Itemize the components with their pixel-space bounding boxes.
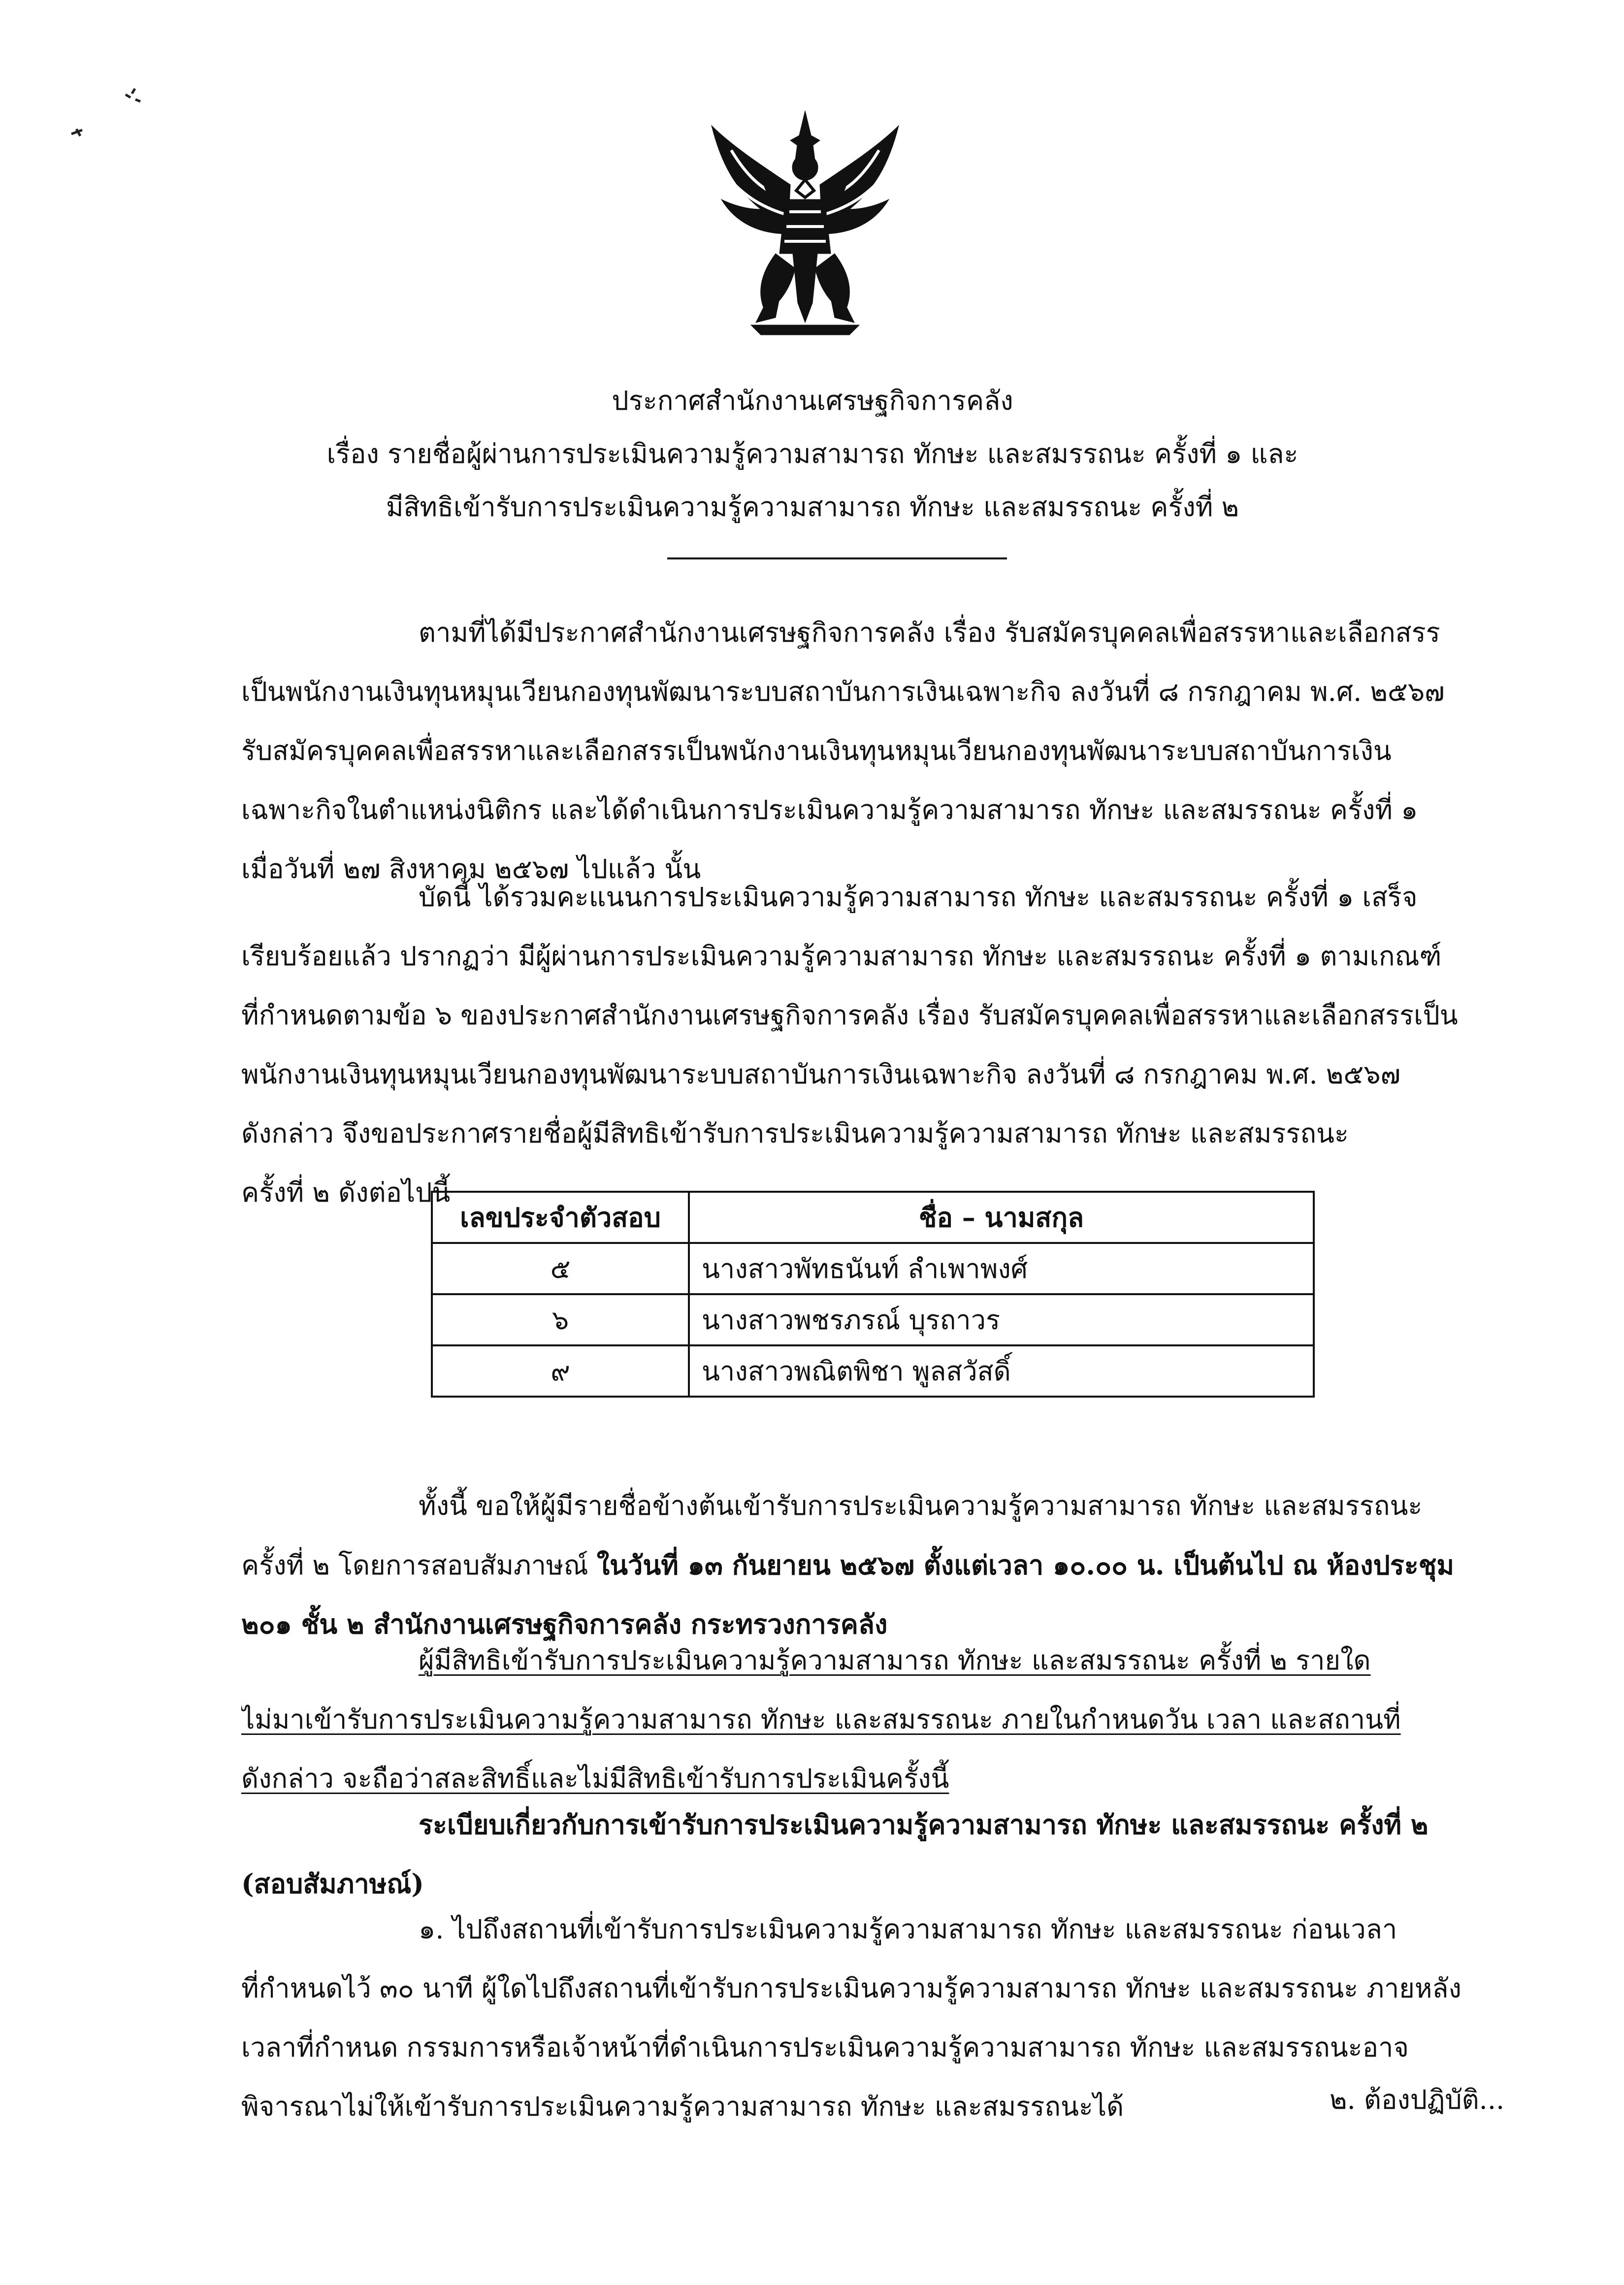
- paragraph-results: [241, 868, 1502, 1222]
- rules-heading-line: ระเบียบเกี่ยวกับการเข้ารับการประเมินความรู้ความสามารถ ทักษะ และสมรรถนะ ครั้งที่ ๒: [419, 1809, 1429, 1840]
- paragraph-line: บัดนี้ ได้รวมคะแนนการประเมินความรู้ความสามารถ ทักษะ และสมรรถนะ ครั้งที่ ๑ เสร็จ: [419, 881, 1418, 913]
- schedule-datetime-text: ในวันที่ ๑๓ กันยายน ๒๕๖๗ ตั้งแต่เวลา ๑๐.๐๐ น. เป็นต้นไป ณ ห้องประชุม: [596, 1549, 1454, 1581]
- forfeit-warning: [241, 1631, 1502, 1808]
- rules-heading-line: (สอบสัมภาษณ์): [241, 1868, 424, 1899]
- paragraph-background: [241, 603, 1502, 899]
- paragraph-line: ทั้งนี้ ขอให้ผู้มีรายชื่อข้างต้นเข้ารับการประเมินความรู้ความสามารถ ทักษะ และสมรรถนะ: [419, 1490, 1423, 1521]
- paragraph-line: ตามที่ได้มีประกาศสำนักงานเศรษฐกิจการคลัง เรื่อง รับสมัครบุคคลเพื่อสรรหาและเลือกสรร: [419, 617, 1440, 648]
- schedule-intro-text: ครั้งที่ ๒ โดยการสอบสัมภาษณ์: [241, 1550, 597, 1581]
- agency-title: ประกาศสำนักงานเศรษฐกิจการคลัง: [612, 385, 1013, 416]
- exam-id-cell: ๖: [432, 1294, 689, 1345]
- candidate-name-cell: นางสาวพชรภรณ์ บุรถาวร: [689, 1294, 1314, 1345]
- column-header-full-name: ชื่อ – นามสกุล: [689, 1192, 1314, 1243]
- continuation-marker: ๒. ต้องปฏิบัติ...: [1330, 2084, 1505, 2115]
- table-row: [432, 1345, 1314, 1397]
- column-header-exam-id: เลขประจำตัวสอบ: [432, 1192, 689, 1243]
- paragraph-line: ครั้งที่ ๒ ดังต่อไปนี้: [241, 1177, 451, 1208]
- paragraph-line: รับสมัครบุคคลเพื่อสรรหาและเลือกสรรเป็นพนักงานเงินทุนหมุนเวียนกองทุนพัฒนาระบบสถาบันการเงิน: [241, 735, 1392, 766]
- paragraph-interview-schedule: [241, 1476, 1502, 1654]
- garuda-emblem-icon: [702, 106, 909, 337]
- paragraph-line: ที่กำหนดตามข้อ ๖ ของประกาศสำนักงานเศรษฐกิจการคลัง เรื่อง รับสมัครบุคคลเพื่อสรรหาและเลือกสรรเป็น: [241, 1000, 1458, 1031]
- subject-line-2: มีสิทธิเข้ารับการประเมินความรู้ความสามารถ ทักษะ และสมรรถนะ ครั้งที่ ๒: [386, 491, 1239, 522]
- rule-line: ๑. ไปถึงสถานที่เข้ารับการประเมินความรู้ความสามารถ ทักษะ และสมรรถนะ ก่อนเวลา: [419, 1914, 1397, 1945]
- header-divider: [667, 557, 1007, 559]
- candidate-name-cell: นางสาวพณิตพิชา พูลสวัสดิ์: [689, 1345, 1314, 1397]
- paragraph-line: ดังกล่าว จึงขอประกาศรายชื่อผู้มีสิทธิเข้ารับการประเมินความรู้ความสามารถ ทักษะ และสมรรถนะ: [241, 1118, 1349, 1149]
- candidate-name-cell: นางสาวพัทธนันท์ ลำเพาพงศ์: [689, 1243, 1314, 1294]
- paragraph-line: เป็นพนักงานเงินทุนหมุนเวียนกองทุนพัฒนาระบบสถาบันการเงินเฉพาะกิจ ลงวันที่ ๘ กรกฎาคม พ.ศ. ๒๕๖๗: [241, 676, 1445, 707]
- exam-id-cell: ๕: [432, 1243, 689, 1294]
- subject-line-1: เรื่อง รายชื่อผู้ผ่านการประเมินความรู้ความสามารถ ทักษะ และสมรรถนะ ครั้งที่ ๑ และ: [326, 438, 1299, 469]
- paragraph-line: เมื่อวันที่ ๒๗ สิงหาคม ๒๕๖๗ ไปแล้ว นั้น: [241, 853, 701, 884]
- rule-line: พิจารณาไม่ให้เข้ารับการประเมินความรู้ความสามารถ ทักษะ และสมรรถนะได้: [241, 2091, 1124, 2122]
- warning-text: ไม่มาเข้ารับการประเมินความรู้ความสามารถ ทักษะ และสมรรถนะ ภายในกำหนดวัน เวลา และสถานที่: [241, 1704, 1401, 1735]
- paragraph-line: [241, 1535, 1502, 1595]
- schedule-location-text: ๒๐๑ ชั้น ๒ สำนักงานเศรษฐกิจการคลัง กระทรวงการคลัง: [241, 1608, 888, 1640]
- warning-text: ดังกล่าว จะถือว่าสละสิทธิ์และไม่มีสิทธิเข้ารับการประเมินครั้งนี้: [241, 1763, 949, 1794]
- paragraph-line: เรียบร้อยแล้ว ปรากฏว่า มีผู้ผ่านการประเมินความรู้ความสามารถ ทักษะ และสมรรถนะ ครั้งที่ ๑ ตามเกณฑ์: [241, 941, 1442, 972]
- rules-heading: [241, 1795, 1502, 1913]
- warning-line: [241, 1631, 1502, 1690]
- rule-line: ที่กำหนดไว้ ๓๐ นาที ผู้ใดไปถึงสถานที่เข้ารับการประเมินความรู้ความสามารถ ทักษะ และสมรรถนะ ภายหลัง: [241, 1973, 1462, 2004]
- warning-text: ผู้มีสิทธิเข้ารับการประเมินความรู้ความสามารถ ทักษะ และสมรรถนะ ครั้งที่ ๒ รายใด: [419, 1645, 1371, 1676]
- warning-line: [241, 1690, 1502, 1749]
- exam-id-cell: ๙: [432, 1345, 689, 1397]
- candidates-table: [431, 1191, 1315, 1398]
- table-row: [432, 1243, 1314, 1294]
- table-header-row: [432, 1192, 1314, 1243]
- scan-speck-marks: [69, 74, 167, 148]
- paragraph-line: เฉพาะกิจในตำแหน่งนิติกร และได้ดำเนินการประเมินความรู้ความสามารถ ทักษะ และสมรรถนะ ครั้งที่ ๑: [241, 794, 1418, 825]
- table-row: [432, 1294, 1314, 1345]
- rule-line: เวลาที่กำหนด กรรมการหรือเจ้าหน้าที่ดำเนินการประเมินความรู้ความสามารถ ทักษะ และสมรรถนะอาจ: [241, 2032, 1409, 2063]
- rule-1: [241, 1900, 1505, 2136]
- paragraph-line: พนักงานเงินทุนหมุนเวียนกองทุนพัฒนาระบบสถาบันการเงินเฉพาะกิจ ลงวันที่ ๘ กรกฎาคม พ.ศ. ๒๕๖๗: [241, 1059, 1401, 1090]
